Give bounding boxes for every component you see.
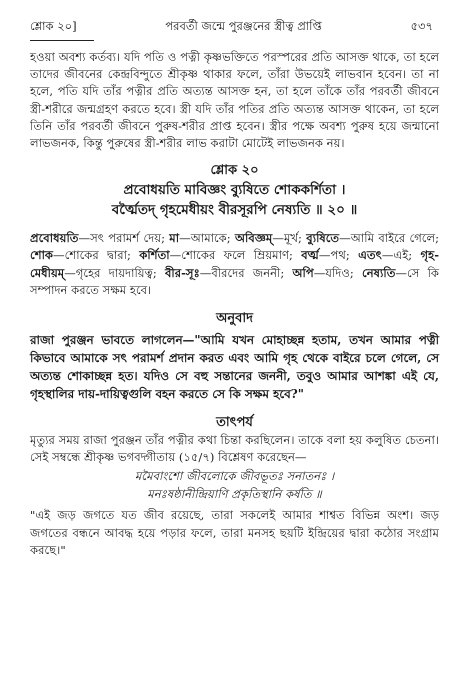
syn-word: বীর-সূঃ xyxy=(164,265,200,280)
header-chapter-title: পরবর্তী জন্মে পুরঞ্জনের স্ত্রীত্ব প্রাপ্তি xyxy=(165,19,322,33)
verse-line-1: প্রবোধয়তি মাবিজ্ঞং ব্যুষিতে শোককর্শিতা । xyxy=(123,182,346,199)
header-divider xyxy=(30,40,94,41)
syn-meaning: আমি বাইরে গেলে; xyxy=(350,231,440,246)
syn-word: নেষ্যতি xyxy=(362,265,396,280)
purport-paragraph-2: "এই জড় জগতে যত জীব রয়েছে, তারা সকলেই আমার শাশ্বত বিভিন্ন অংশ। জড় জগতের বন্ধনে আবদ্ধ হয়ে পড়ার ফলে, তারা মনসহ ছয়টি ইন্দ্রিয়ের দ্বারা কঠোর সংগ্রাম করছে।" xyxy=(30,508,439,557)
syn-meaning: যদিও; xyxy=(325,265,354,280)
syn-meaning: আমাকে; xyxy=(190,231,231,246)
syn-word: এতৎ xyxy=(358,248,382,263)
translation-heading: অনুবাদ xyxy=(216,311,253,327)
syn-word: অপি xyxy=(292,265,314,280)
syn-meaning: বীরদের জননী; xyxy=(211,265,285,280)
syn-word: ব্যুষিতে xyxy=(306,231,340,246)
syn-meaning: শোকের দ্বারা; xyxy=(64,248,131,263)
syn-word: গৃহ-মেধীয়ম্ xyxy=(30,248,440,280)
gita-quote-line-2: মনঃষষ্ঠানীন্দ্রিয়াণি প্রকৃতিস্থানি কর্ষতি ॥ xyxy=(147,486,322,501)
gita-quote xyxy=(30,468,439,503)
header-verse-ref: শ্লোক ২০] xyxy=(30,19,77,33)
intro-paragraph: হওয়া অবশ্য কর্তব্য। যদি পতি ও পত্নী কৃষ্ণভক্তিতে পরস্পরের প্রতি আসক্ত থাকে, তা হলে তাদের জীবনের কেন্দ্রবিন্দুতে শ্রীকৃষ্ণ থাকার ফলে, তাঁরা উভয়েই লাভবান হবেন। তা না হলে, পতি যদি তাঁর পত্নীর প্রতি অত্যন্ত আসক্ত হন, তা হলে তাঁকে তাঁর পরবর্তী জীবনে স্ত্রী-শরীরে জন্মগ্রহণ করতে হবে। স্ত্রী যদি তাঁর পতির প্রতি অত্যন্ত আসক্ত থাকেন, তা হলে তিনি তাঁর পরবর্তী জীবনে পুরুষ-শরীর প্রাপ্ত হবেন। স্ত্রীর পক্ষে অবশ্য পুরুষ হয়ে জন্মানো লাভজনক, কিন্তু পুরুষের স্ত্রী-শরীর লাভ করাটা মোটেই লাভজনক নয়। xyxy=(30,50,439,151)
translation-text: রাজা পুরঞ্জন ভাবতে লাগলেন—"আমি যখন মোহাচ্ছন্ন হতাম, তখন আমার পত্নী কিভাবে আমাকে সৎ পরামর্শ প্রদান করত এবং আমি গৃহ থেকে বাইরে চলে গেলে, সে অত্যন্ত শোকাচ্ছন্ন হত। যদিও সে বহু সন্তানের জননী, তবুও আমার আশঙ্কা এই যে, গৃহস্থালির দায়-দায়িত্বগুলি বহন করতে সে কি সক্ষম হবে?" xyxy=(30,333,439,402)
synonyms-paragraph: প্রবোধয়তি—সৎ পরামর্শ দেয়; মা—আমাকে; অবিজ্ঞম্—মূর্খ; ব্যুষিতে—আমি বাইরে গেলে; শোক—শোকের দ্বারা; কর্শিতা—শোকের ফলে ম্রিয়মাণ; বর্ত্ম—পথ; এতৎ—এই; গৃহ-মেধীয়ম্—গৃহের দায়দায়িত্ব; বীর-সূঃ—বীরদের জননী; অপি—যদিও; নেষ্যতি—সে কি সম্পাদন করতে সক্ষম হবে। xyxy=(30,231,440,297)
syn-word: বর্ত্ম xyxy=(301,248,319,263)
syn-meaning: সে কি সম্পাদন করতে সক্ষম হবে। xyxy=(30,265,439,297)
page-number: ৫৩৭ xyxy=(410,19,433,33)
purport-paragraph-1: মৃত্যুর সময় রাজা পুরঞ্জন তাঁর পত্নীর কথা চিন্তা করছিলেন। তাকে বলা হয় কলুষিত চেতনা। সেই সম্বন্ধে শ্রীকৃষ্ণ ভগবদ্গীতায় (১৫/৭) বিশ্লেষণ করেছেন— xyxy=(30,433,439,465)
syn-word: মা xyxy=(169,231,180,246)
syn-meaning: সৎ পরামর্শ দেয়; xyxy=(90,231,165,246)
syn-meaning: গৃহের দায়দায়িত্ব; xyxy=(75,265,157,280)
syn-meaning: শোকের ফলে ম্রিয়মাণ; xyxy=(181,248,293,263)
running-header xyxy=(30,18,439,37)
syn-word: অবিজ্ঞম্ xyxy=(235,231,273,246)
syn-meaning: পথ; xyxy=(330,248,350,263)
verse-title: শ্লোক ২০ xyxy=(210,163,259,179)
syn-word: কর্শিতা xyxy=(139,248,170,263)
syn-word: প্রবোধয়তি xyxy=(30,231,79,246)
syn-word: শোক xyxy=(30,248,54,263)
gita-quote-line-1: মমৈবাংশো জীবলোকে জীবভূতঃ সনাতনঃ । xyxy=(134,469,335,484)
syn-meaning: মূর্খ; xyxy=(283,231,302,246)
verse-line-2: বর্ত্মৈতদ্ গৃহমেধীয়ং বীরসূরপি নেষ্যতি ॥ ২০ ॥ xyxy=(111,202,358,219)
purport-heading: তাৎপর্য xyxy=(216,415,253,431)
syn-meaning: এই; xyxy=(393,248,413,263)
